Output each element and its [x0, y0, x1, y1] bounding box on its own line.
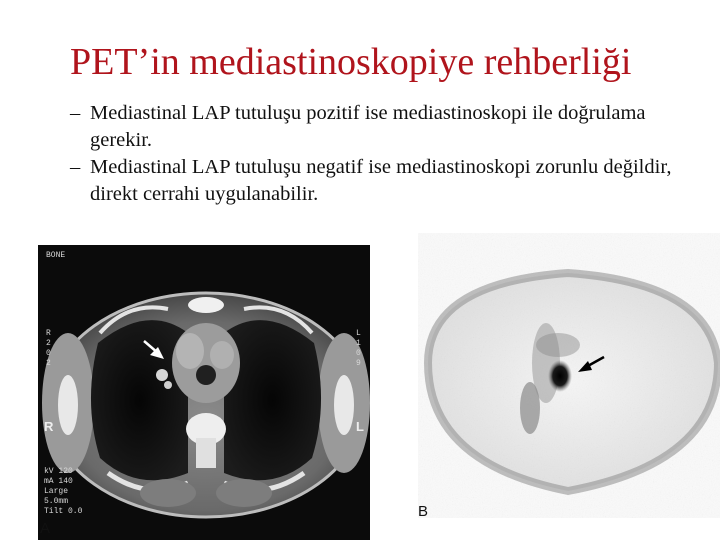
- ct-param: kV 120: [44, 467, 73, 476]
- bullet-item: [70, 100, 710, 154]
- ct-scan-figure: [38, 233, 418, 540]
- ct-right-marker: 2: [46, 339, 51, 348]
- bullet-text: Mediastinal LAP tutuluşu negatif ise mediastinoskopi zorunlu değildir, direkt cerrahi uygulanabilir.: [90, 156, 672, 205]
- ct-scan-image: [38, 233, 418, 540]
- ct-side-right: R: [44, 419, 54, 434]
- pet-scan-figure: [418, 233, 720, 540]
- ct-corner-text: BONE: [46, 251, 66, 260]
- ct-left-marker: L: [356, 329, 361, 338]
- ct-right-marker: R: [46, 329, 51, 338]
- panel-label-a: A: [40, 520, 51, 537]
- bullet-dash: –: [70, 156, 81, 178]
- ct-right-marker: 2: [46, 359, 51, 368]
- ct-side-left: L: [356, 419, 364, 434]
- ct-left-marker: 0: [356, 349, 361, 358]
- pet-scan-image: [418, 233, 720, 518]
- ct-param: Tilt 0.0: [44, 507, 83, 516]
- ct-param: Large: [44, 487, 69, 496]
- slide-title: PET’in mediastinoskopiye rehberliği: [70, 41, 632, 83]
- ct-param: mA 140: [44, 477, 73, 486]
- bullet-dash: –: [70, 102, 81, 124]
- ct-param: 5.0mm: [44, 497, 69, 506]
- bullet-list: [70, 100, 710, 208]
- ct-left-marker: 1: [356, 339, 361, 348]
- bullet-text: Mediastinal LAP tutuluşu pozitif ise mediastinoskopi ile doğrulama gerekir.: [90, 102, 646, 151]
- bullet-item: [70, 154, 710, 208]
- ct-left-marker: 9: [356, 359, 361, 368]
- ct-right-marker: 0: [46, 349, 51, 358]
- panel-label-b: B: [418, 503, 429, 520]
